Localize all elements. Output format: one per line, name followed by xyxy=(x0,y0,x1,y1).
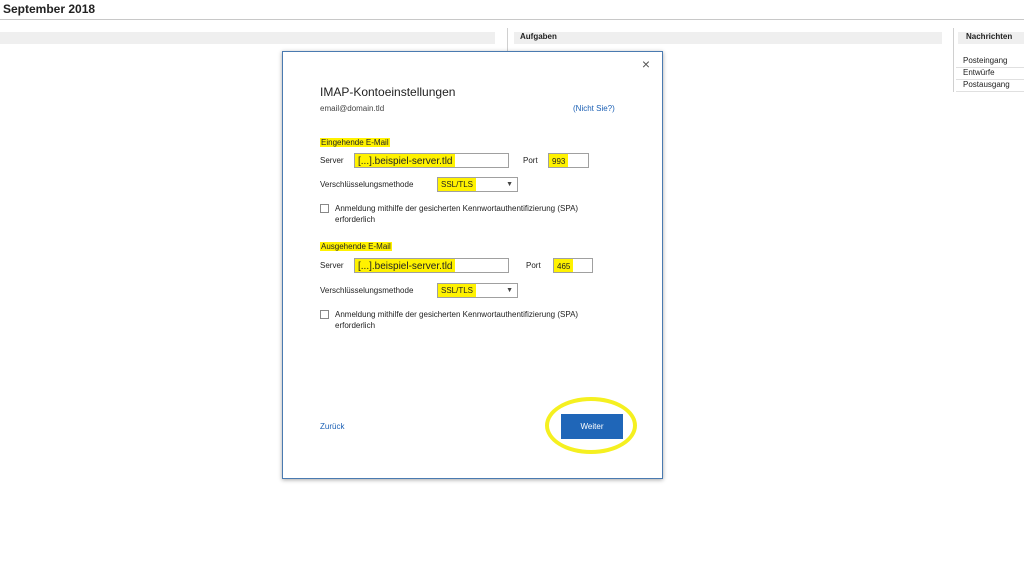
outgoing-encryption-select[interactable] xyxy=(437,283,518,298)
incoming-mail-heading: Eingehende E-Mail xyxy=(321,138,389,147)
account-email: email@domain.tld xyxy=(320,104,385,113)
incoming-spa-label: Anmeldung mithilfe der gesicherten Kennwortauthentifizierung (SPA) erforderlich xyxy=(335,204,579,224)
outgoing-server-value: [...].beispiel-server.tld xyxy=(355,259,455,272)
not-you-link[interactable]: (Nicht Sie?) xyxy=(573,104,615,113)
incoming-encryption-label: Verschlüsselungsmethode xyxy=(320,180,414,189)
outgoing-encryption-value: SSL/TLS xyxy=(438,284,476,297)
incoming-server-input[interactable] xyxy=(354,153,509,168)
incoming-encryption-value: SSL/TLS xyxy=(438,178,476,191)
next-button[interactable]: Weiter xyxy=(561,414,623,439)
outgoing-spa-checkbox[interactable] xyxy=(320,310,329,319)
calendar-month-title: September 2018 xyxy=(3,2,96,16)
chevron-down-icon: ▼ xyxy=(506,287,513,294)
nav-separator xyxy=(956,91,1024,92)
close-icon[interactable]: × xyxy=(641,56,650,72)
incoming-port-input[interactable] xyxy=(548,153,589,168)
calendar-header-bar xyxy=(0,32,495,44)
outgoing-encryption-label: Verschlüsselungsmethode xyxy=(320,286,414,295)
incoming-port-value: 993 xyxy=(549,154,568,167)
messages-label: Nachrichten xyxy=(966,32,1013,41)
outgoing-server-label: Server xyxy=(320,261,344,270)
tasks-header-bar xyxy=(514,32,942,44)
outgoing-spa-label: Anmeldung mithilfe der gesicherten Kennwortauthentifizierung (SPA) erforderlich xyxy=(335,310,579,330)
nav-item-outbox[interactable]: Postausgang xyxy=(963,80,1010,89)
messages-pane-divider xyxy=(953,28,954,92)
nav-item-drafts[interactable]: Entwürfe xyxy=(963,68,995,77)
header-divider xyxy=(0,19,1024,20)
dialog-title: IMAP-Kontoeinstellungen xyxy=(320,85,456,99)
outgoing-mail-heading: Ausgehende E-Mail xyxy=(321,242,391,251)
incoming-spa-checkbox[interactable] xyxy=(320,204,329,213)
incoming-port-label: Port xyxy=(523,156,538,165)
outgoing-port-input[interactable] xyxy=(553,258,593,273)
outgoing-port-label: Port xyxy=(526,261,541,270)
tasks-label: Aufgaben xyxy=(520,32,557,41)
incoming-server-label: Server xyxy=(320,156,344,165)
outgoing-port-value: 465 xyxy=(554,259,573,272)
back-link[interactable]: Zurück xyxy=(320,422,345,431)
chevron-down-icon: ▼ xyxy=(506,181,513,188)
outgoing-server-input[interactable] xyxy=(354,258,509,273)
imap-settings-dialog xyxy=(282,51,663,479)
incoming-encryption-select[interactable] xyxy=(437,177,518,192)
incoming-server-value: [...].beispiel-server.tld xyxy=(355,154,455,167)
nav-item-inbox[interactable]: Posteingang xyxy=(963,56,1008,65)
